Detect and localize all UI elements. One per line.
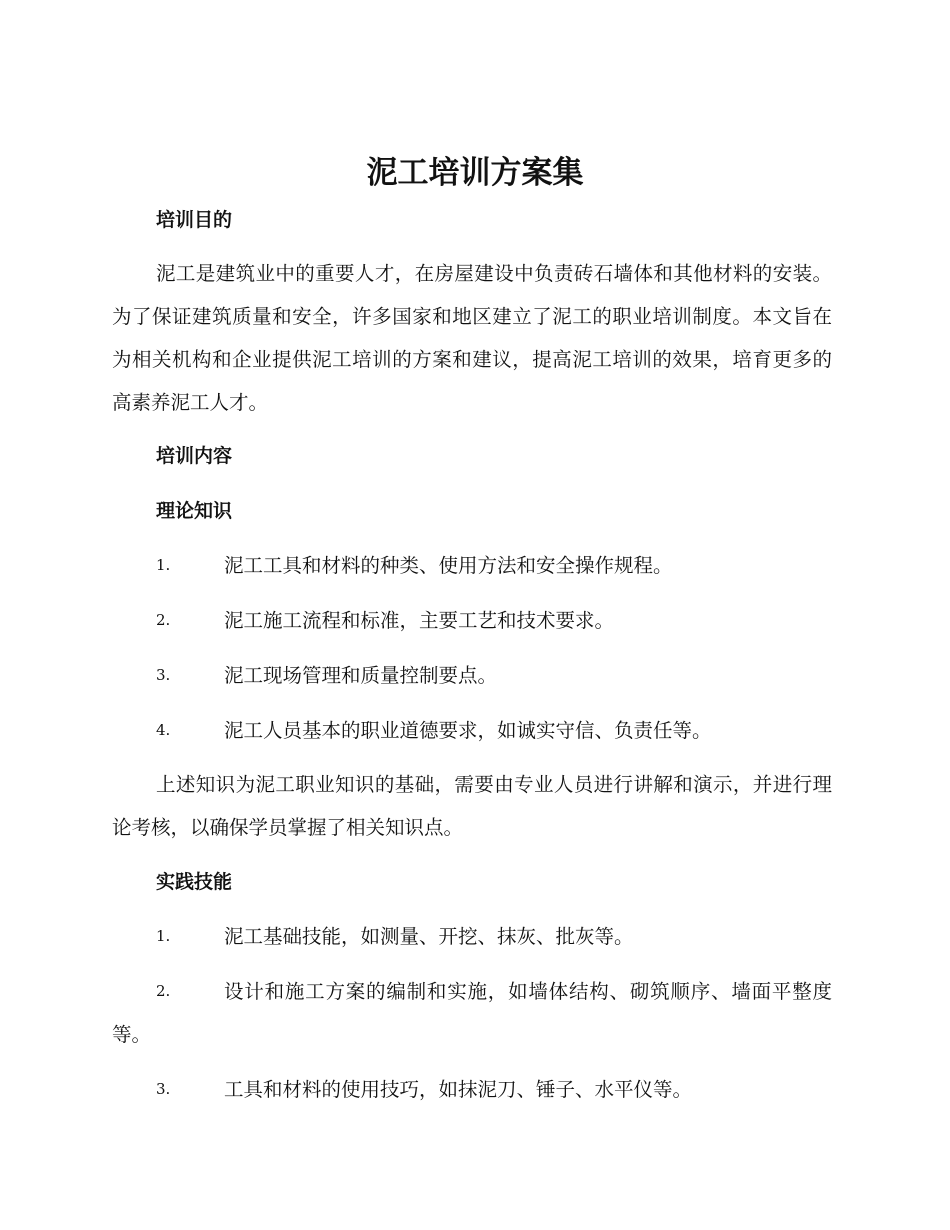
list-text: 工具和材料的使用技巧，如抹泥刀、锤子、水平仪等。 <box>224 1078 693 1101</box>
heading-content: 培训内容 <box>156 445 233 467</box>
list-text: 泥工基础技能，如测量、开挖、抹灰、批灰等。 <box>224 925 634 948</box>
document-title: 泥工培训方案集 <box>366 155 584 191</box>
list-text: 泥工施工流程和标准，主要工艺和技术要求。 <box>224 609 615 632</box>
list-number: 4. <box>156 721 171 739</box>
list-number: 2. <box>156 611 171 629</box>
list-item-practice-2 <box>112 970 832 1056</box>
list-number: 3. <box>156 1080 171 1098</box>
paragraph-purpose: 泥工是建筑业中的重要人才，在房屋建设中负责砖石墙体和其他材料的安装。为了保证建筑质量和安全，许多国家和地区建立了泥工的职业培训制度。本文旨在为相关机构和企业提供泥工培训的方案和建议，提高泥工培训的效果，培育更多的高素养泥工人才。 <box>112 262 832 414</box>
list-number: 2. <box>156 982 171 1000</box>
list-number: 1. <box>156 556 171 574</box>
list-text: 泥工人员基本的职业道德要求，如诚实守信、负责任等。 <box>224 719 712 742</box>
heading-purpose: 培训目的 <box>156 209 233 231</box>
list-number: 1. <box>156 927 171 945</box>
list-text: 设计和施工方案的编制和实施，如墙体结构、砌筑顺序、墙面平整度等。 <box>112 980 832 1046</box>
list-text: 泥工工具和材料的种类、使用方法和安全操作规程。 <box>224 554 673 577</box>
list-item-practice-1 <box>112 915 832 958</box>
heading-theory: 理论知识 <box>156 500 233 522</box>
paragraph-theory-summary: 上述知识为泥工职业知识的基础，需要由专业人员进行讲解和演示，并进行理论考核，以确保学员掌握了相关知识点。 <box>112 773 832 839</box>
heading-practice: 实践技能 <box>156 871 233 893</box>
list-item-theory-3 <box>112 654 832 697</box>
list-text: 泥工现场管理和质量控制要点。 <box>224 664 498 687</box>
list-item-theory-2 <box>112 599 832 642</box>
list-item-theory-4 <box>112 709 832 752</box>
list-number: 3. <box>156 666 171 684</box>
list-item-theory-1 <box>112 544 832 587</box>
list-item-practice-3 <box>112 1068 832 1111</box>
